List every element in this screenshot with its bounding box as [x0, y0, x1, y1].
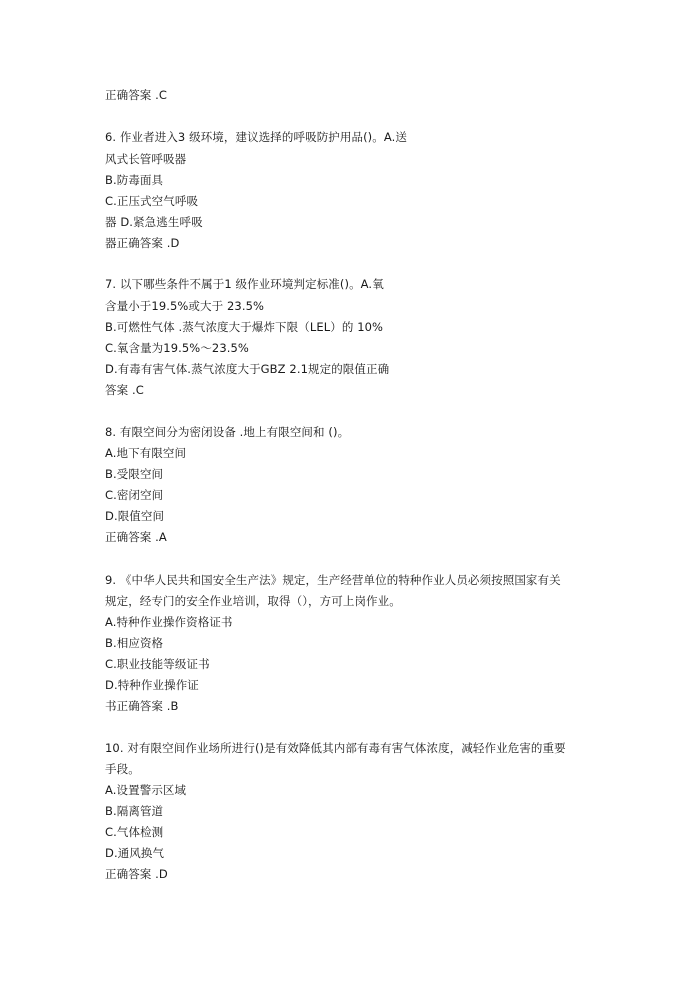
- q7-question-cont: 含量小于19.5%或大于 23.5%: [105, 299, 265, 313]
- q7-option-c: C.氧含量为19.5%～23.5%: [105, 341, 249, 355]
- q7-question: 7. 以下哪些条件不属于1 级作业环境判定标准()。A.氧: [105, 277, 384, 291]
- q10-option-c: C.气体检测: [105, 825, 164, 839]
- q9-answer: 书正确答案 .B: [105, 699, 179, 713]
- q6-option-d: 器 D.紧急逃生呼吸: [105, 215, 203, 229]
- q6-question-cont: 风式长管呼吸器: [105, 152, 187, 166]
- q9-question: 9. 《中华人民共和国安全生产法》规定，生产经营单位的特种作业人员必须按照国家有关: [105, 573, 561, 587]
- q6-option-b: B.防毒面具: [105, 173, 164, 187]
- q6-answer: 器正确答案 .D: [105, 236, 180, 250]
- q5-answer: 正确答案 .C: [105, 88, 168, 102]
- q7-option-d: D.有毒有害气体.蒸气浓度大于GBZ 2.1规定的限值正确: [105, 362, 390, 376]
- q10-question-cont: 手段。: [105, 762, 140, 776]
- q9-option-a: A.特种作业操作资格证书: [105, 615, 233, 629]
- q6-question: 6. 作业者进入3 级环境，建议选择的呼吸防护用品()。A.送: [105, 130, 407, 144]
- q9-option-d: D.特种作业操作证: [105, 678, 199, 692]
- q10-option-a: A.设置警示区域: [105, 783, 187, 797]
- q8-option-d: D.限值空间: [105, 509, 165, 523]
- q8-option-a: A.地下有限空间: [105, 446, 187, 460]
- q7-option-b: B.可燃性气体 .蒸气浓度大于爆炸下限（LEL）的 10%: [105, 320, 384, 334]
- q10-option-b: B.隔离管道: [105, 804, 164, 818]
- q8-answer: 正确答案 .A: [105, 530, 167, 544]
- q10-question: 10. 对有限空间作业场所进行()是有效降低其内部有毒有害气体浓度，减轻作业危害的重要: [105, 741, 566, 755]
- q6-option-c: C.正压式空气呼吸: [105, 194, 199, 208]
- q9-option-c: C.职业技能等级证书: [105, 657, 210, 671]
- q8-option-c: C.密闭空间: [105, 488, 164, 502]
- q7-answer: 答案 .C: [105, 383, 144, 397]
- q10-answer: 正确答案 .D: [105, 867, 168, 881]
- q9-question-cont: 规定，经专门的安全作业培训，取得（），方可上岗作业。: [105, 594, 401, 608]
- q9-option-b: B.相应资格: [105, 636, 164, 650]
- q10-option-d: D.通风换气: [105, 846, 165, 860]
- q8-option-b: B.受限空间: [105, 467, 164, 481]
- q8-question: 8. 有限空间分为密闭设备 .地上有限空间和 ()。: [105, 425, 350, 439]
